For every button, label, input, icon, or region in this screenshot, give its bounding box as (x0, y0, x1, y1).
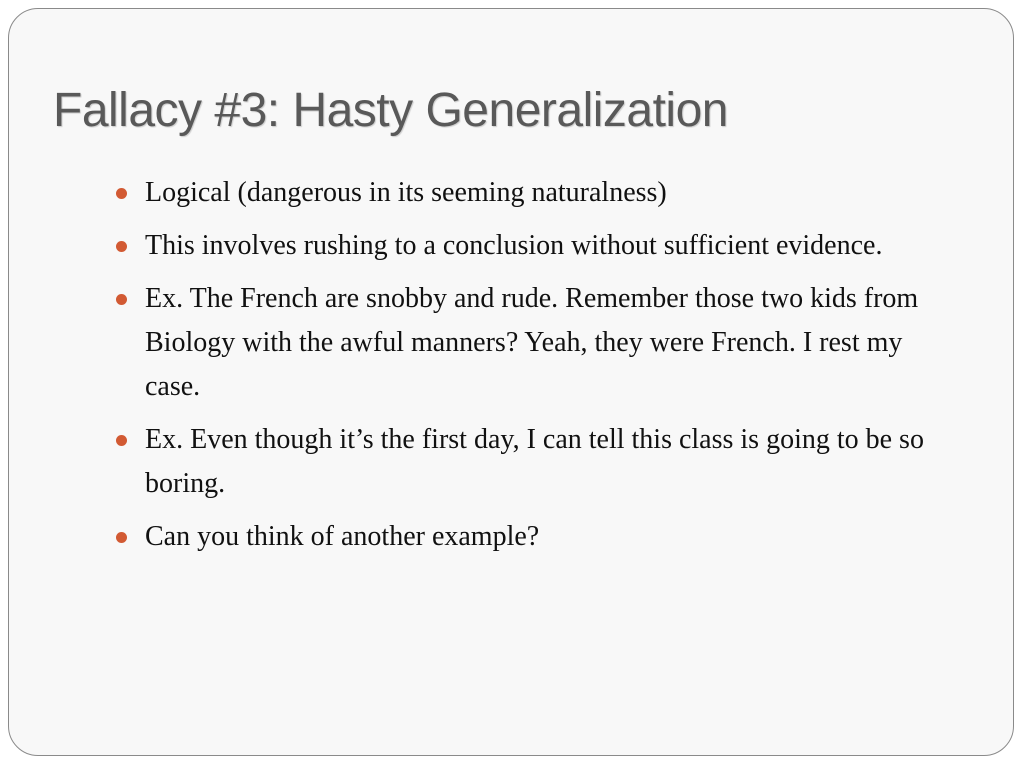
bullet-text: Ex. Even though it’s the first day, I can tell this class is going to be so boring. (145, 424, 924, 499)
bullet-text: This involves rushing to a conclusion without sufficient evidence. (145, 230, 883, 261)
bullet-item (113, 418, 949, 506)
bullet-dot-icon (116, 435, 127, 446)
bullet-text: Can you think of another example? (145, 521, 540, 552)
bullet-dot-icon (116, 294, 127, 305)
bullet-list (113, 171, 949, 568)
bullet-dot-icon (116, 241, 127, 252)
bullet-item (113, 277, 949, 409)
bullet-text: Ex. The French are snobby and rude. Remember those two kids from Biology with the awful manners? Yeah, they were French. I rest my case. (145, 283, 919, 402)
slide (8, 8, 1014, 756)
bullet-item (113, 224, 949, 268)
bullet-dot-icon (116, 532, 127, 543)
bullet-item (113, 515, 949, 559)
bullet-dot-icon (116, 188, 127, 199)
bullet-item (113, 171, 949, 215)
slide-title: Fallacy #3: Hasty Generalization (53, 84, 728, 137)
bullet-text: Logical (dangerous in its seeming naturalness) (145, 177, 667, 208)
